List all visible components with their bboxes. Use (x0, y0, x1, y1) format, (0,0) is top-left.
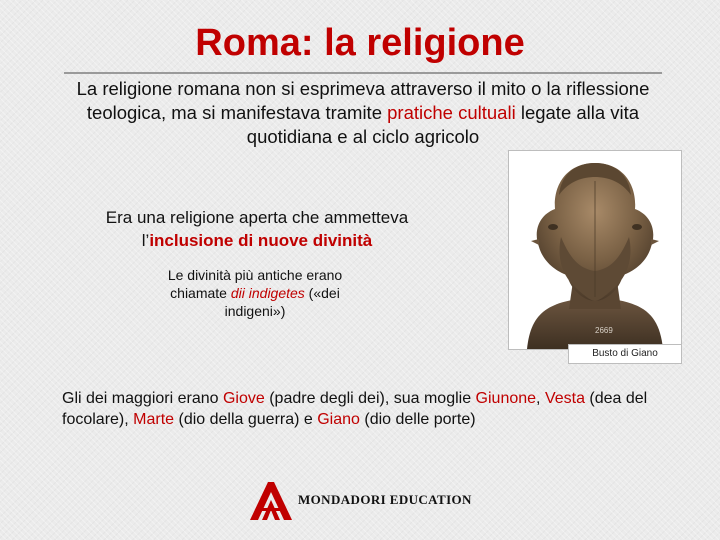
indigetes-text-start: Le divinità più antiche erano chiamate (167, 267, 343, 301)
janus-bust-illustration (509, 151, 681, 349)
gods-text-3: , (536, 390, 545, 407)
image-stamp: 2669 (595, 326, 613, 335)
gods-paragraph (62, 388, 682, 430)
intro-text-end: legate alla vita quotidiana e al ciclo agricolo (246, 102, 640, 147)
openness-text: Era una religione aperta che ammetteva l’ (105, 208, 409, 250)
indigetes-paragraph (150, 266, 360, 320)
publisher-name: MONDADORI EDUCATION (298, 492, 472, 507)
intro-highlight-pratiche-cultuali: pratiche cultuali (387, 102, 516, 123)
god-vesta: Vesta (544, 390, 585, 407)
gods-text-6: (dio delle porte) (359, 411, 476, 428)
indigetes-term: dii indigetes (230, 285, 305, 301)
gods-text-4: (dea del focolare), (62, 390, 648, 428)
image-caption: Busto di Giano (568, 344, 682, 364)
openness-paragraph (76, 206, 438, 252)
intro-text-start: La religione romana non si esprimeva attraverso il mito o la riflessione teologica, ma si manifestava tramite (76, 78, 650, 123)
mondadori-logo-icon (248, 478, 294, 522)
gods-text-1: Gli dei maggiori erano (62, 390, 223, 407)
janus-bust-image (508, 150, 682, 350)
indigetes-text-end: («dei indigeni») (224, 285, 340, 319)
intro-paragraph (58, 77, 668, 149)
gods-text-2: (padre degli dei), sua moglie (264, 390, 476, 407)
god-giano: Giano (317, 411, 360, 428)
openness-highlight: inclusione di nuove divinità (149, 231, 373, 250)
god-giunone: Giunone (475, 390, 537, 407)
god-giove: Giove (222, 390, 265, 407)
god-marte: Marte (133, 411, 175, 428)
gods-text-5: (dio della guerra) e (174, 411, 318, 428)
publisher-logo (248, 478, 478, 522)
title-divider (64, 72, 662, 74)
slide-title: Roma: la religione (195, 22, 525, 64)
